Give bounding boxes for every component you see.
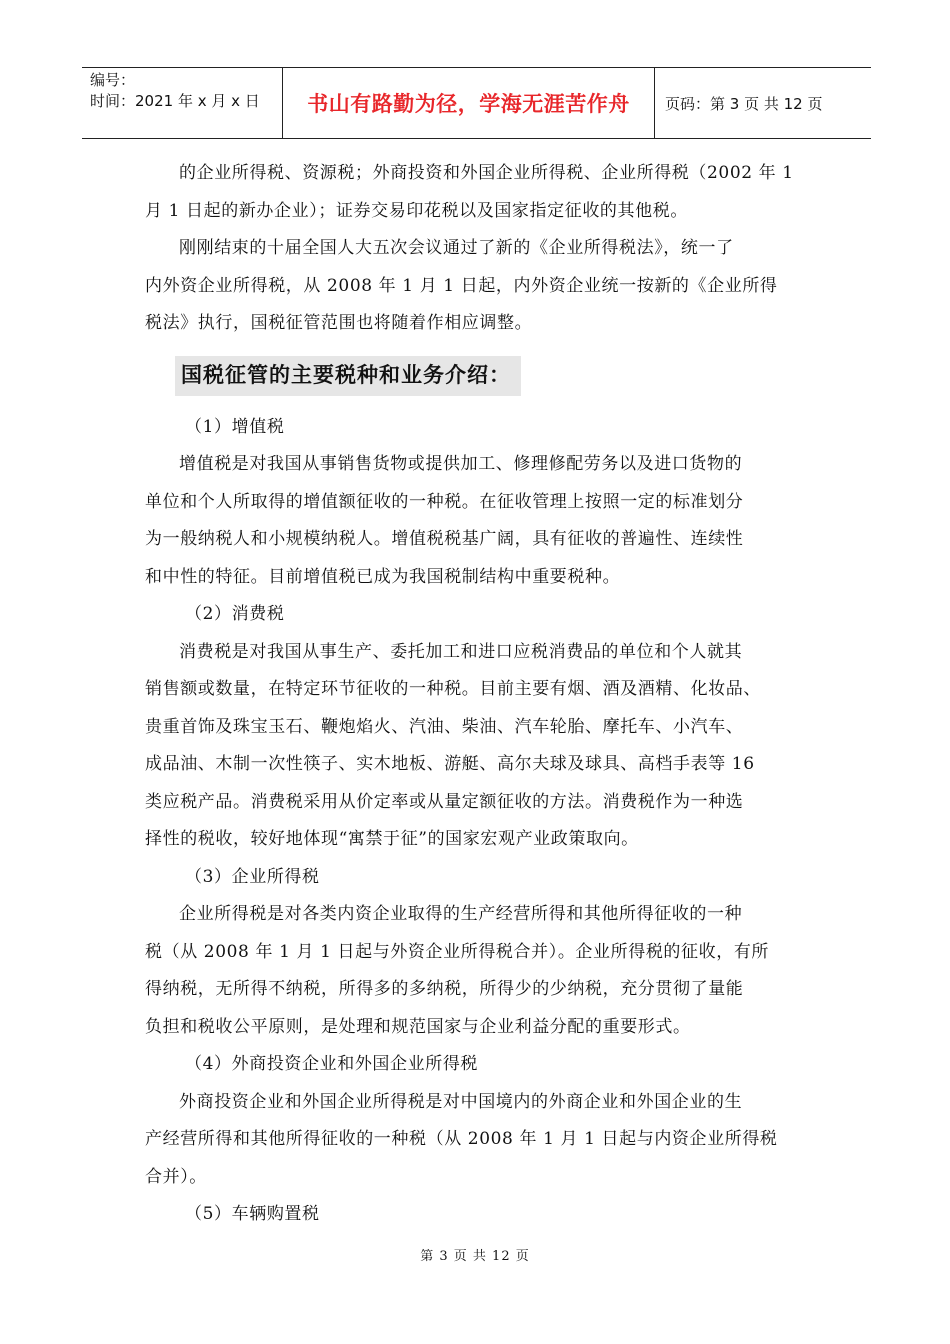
text-line: 税（从 2008 年 1 月 1 日起与外资企业所得税合并）。企业所得税的征收，有所 (145, 941, 770, 962)
tax-item-foreign-enterprise-income (145, 1046, 810, 1196)
text-line: 增值税是对我国从事销售货物或提供加工、修理修配劳务以及进口货物的 (179, 454, 743, 474)
item-heading: （4）外商投资企业和外国企业所得税 (185, 1054, 479, 1074)
tax-item-vehicle-purchase (145, 1196, 810, 1234)
item-paragraph (145, 896, 810, 1046)
item-paragraph (145, 1084, 810, 1197)
intro-paragraph-2 (145, 230, 810, 343)
text-line: 月 1 日起的新办企业）；证券交易印花税以及国家指定征收的其他税。 (145, 200, 688, 221)
text-line: 的企业所得税、资源税；外商投资和外国企业所得税、企业所得税（2002 年 1 (179, 163, 794, 183)
text-line: 和中性的特征。目前增值税已成为我国税制结构中重要税种。 (145, 566, 621, 587)
header-motto: 书山有路勤为径，学海无涯苦作舟 (282, 68, 655, 138)
text-line: 产经营所得和其他所得征收的一种税（从 2008 年 1 月 1 日起与内资企业所得税 (145, 1129, 778, 1149)
tax-item-consumption (145, 596, 810, 859)
text-line: 内外资企业所得税，从 2008 年 1 月 1 日起，内外资企业统一按新的《企业所得 (145, 275, 778, 296)
item-heading: （5）车辆购置税 (185, 1204, 320, 1224)
item-heading: （1）增值税 (185, 416, 285, 437)
text-line: 消费税是对我国从事生产、委托加工和进口应税消费品的单位和个人就其 (179, 641, 743, 662)
text-line: 单位和个人所取得的增值额征收的一种税。在征收管理上按照一定的标准划分 (145, 491, 744, 512)
text-line: 得纳税，无所得不纳税，所得多的多纳税，所得少的少纳税，充分贯彻了量能 (145, 979, 744, 999)
text-line: 类应税产品。消费税采用从价定率或从量定额征收的方法。消费税作为一种选 (145, 791, 744, 812)
section-title: 国税征管的主要税种和业务介绍： (175, 356, 521, 396)
text-line: 合并）。 (145, 1166, 207, 1187)
text-line: 企业所得税是对各类内资企业取得的生产经营所得和其他所得征收的一种 (179, 904, 743, 924)
item-paragraph (145, 446, 810, 596)
page-header (82, 67, 871, 139)
text-line: 成品油、木制一次性筷子、实木地板、游艇、高尔夫球及球具、高档手表等 16 (145, 754, 755, 774)
item-heading: （2）消费税 (185, 604, 285, 624)
tax-item-enterprise-income (145, 859, 810, 1047)
item-heading: （3）企业所得税 (185, 866, 320, 887)
text-line: 贵重首饰及珠宝玉石、鞭炮焰火、汽油、柴油、汽车轮胎、摩托车、小汽车、 (145, 716, 744, 737)
text-line: 刚刚结束的十届全国人大五次会议通过了新的《企业所得税法》，统一了 (179, 238, 734, 258)
text-line: 负担和税收公平原则，是处理和规范国家与企业利益分配的重要形式。 (145, 1016, 691, 1037)
text-line: 销售额或数量，在特定环节征收的一种税。目前主要有烟、酒及酒精、化妆品、 (145, 679, 761, 699)
intro-paragraph-1 (145, 155, 810, 230)
text-line: 税法》执行，国税征管范围也将随着作相应调整。 (145, 313, 533, 333)
text-line: 择性的税收，较好地体现“寓禁于征”的国家宏观产业政策取向。 (145, 829, 639, 849)
document-date: 时间：2021 年 x 月 x 日 (90, 92, 260, 110)
document-number-label: 编号： (90, 71, 136, 89)
header-page-info: 页码：第 3 页 共 12 页 (665, 94, 823, 113)
page-footer: 第 3 页 共 12 页 (420, 1249, 530, 1264)
header-meta (82, 68, 282, 138)
tax-item-vat (145, 409, 810, 597)
text-line: 外商投资企业和外国企业所得税是对中国境内的外商企业和外国企业的生 (179, 1091, 743, 1112)
item-paragraph (145, 634, 810, 859)
text-line: 为一般纳税人和小规模纳税人。增值税税基广阔，具有征收的普遍性、连续性 (145, 529, 744, 549)
document-body (145, 155, 810, 1234)
